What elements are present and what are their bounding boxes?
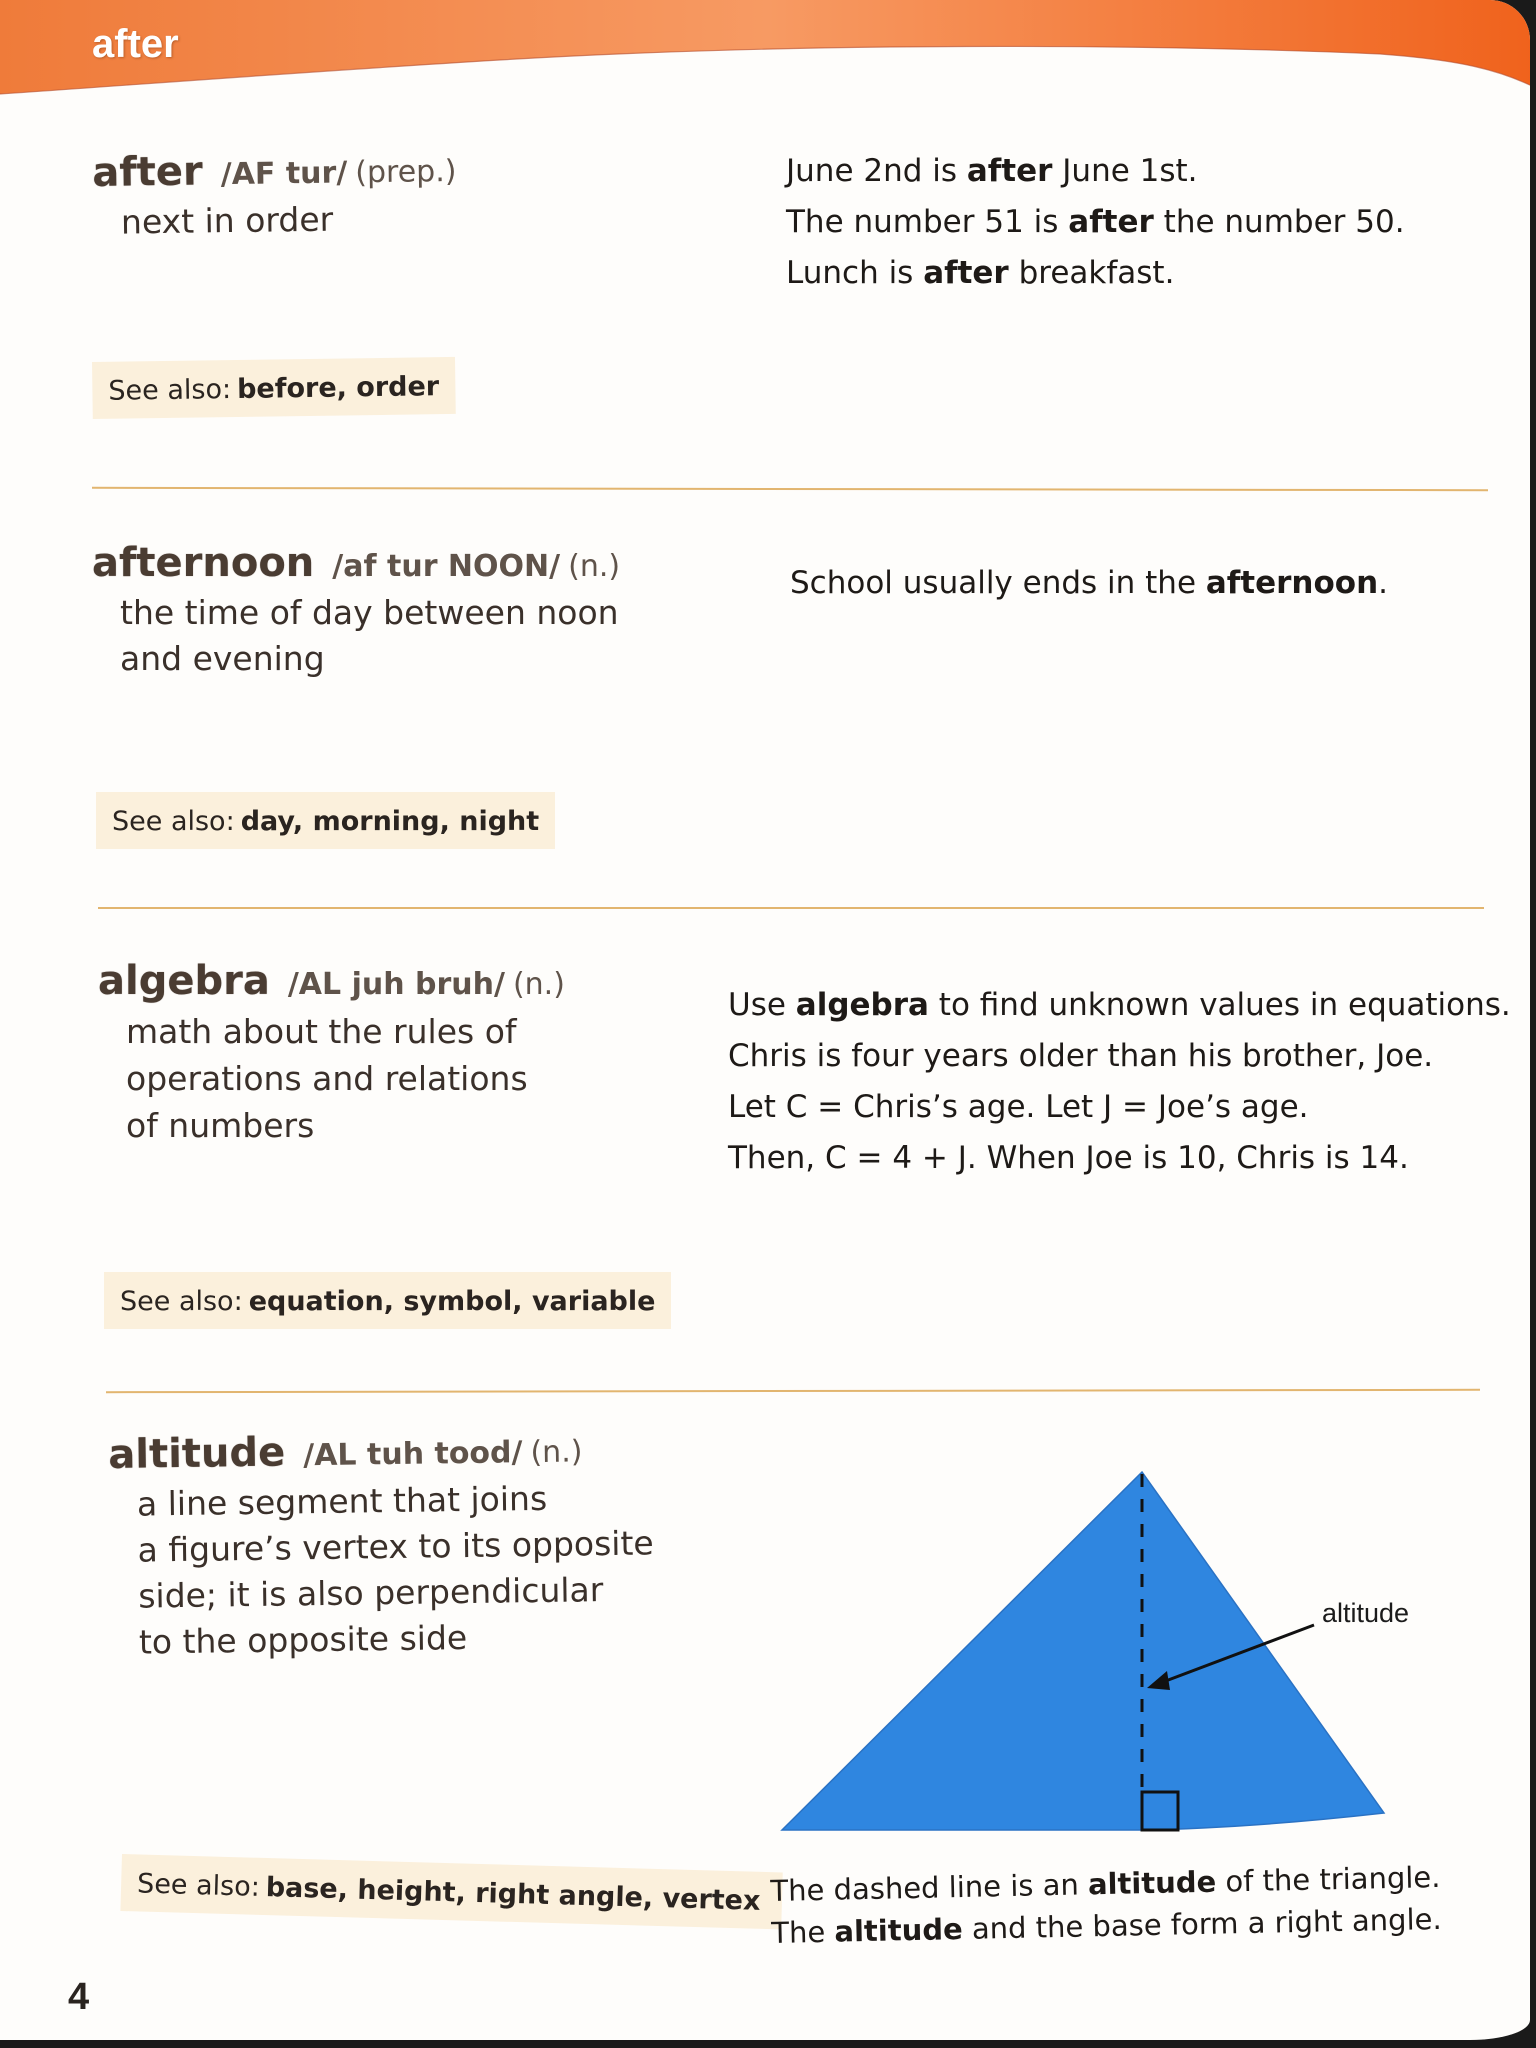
term-heading: [92, 145, 457, 196]
altitude-triangle-diagram: [770, 1460, 1410, 1840]
definition-line: side; it is also perpendicular: [138, 1570, 604, 1616]
divider-line: [106, 1389, 1480, 1393]
definition: [120, 590, 620, 682]
header-band: [0, 0, 1530, 110]
see-also-label: See also:: [108, 374, 232, 407]
entry-afternoon: [92, 540, 620, 682]
term-word: algebra: [98, 958, 270, 1004]
divider-line: [92, 487, 1488, 491]
part-of-speech: (n.): [530, 1434, 583, 1471]
example-line: Let C = Chris’s age. Let J = Joe’s age.: [728, 1089, 1309, 1125]
term-word: altitude: [108, 1429, 286, 1478]
see-also-box: [104, 1272, 671, 1329]
pronunciation: /AL tuh tood/: [303, 1435, 523, 1474]
definition-line: a line segment that joins: [136, 1478, 548, 1524]
definition-line: a figure’s vertex to its opposite: [137, 1523, 654, 1570]
see-also-terms: before, order: [236, 371, 440, 405]
header-wave-shape: [0, 0, 1530, 110]
see-also-label: See also:: [136, 1868, 261, 1903]
entry-algebra: [98, 958, 565, 1149]
caption-line: The dashed line is an altitude of the triangle.: [770, 1859, 1441, 1908]
example-line: Then, C = 4 + J. When Joe is 10, Chris is 14.: [728, 1140, 1409, 1176]
diagram-label-altitude: altitude: [1322, 1598, 1410, 1628]
example-sentences: [786, 146, 1405, 299]
example-line: School usually ends in the afternoon.: [790, 565, 1389, 601]
diagram-caption: [770, 1856, 1442, 1954]
definition-line: the time of day between noon: [120, 593, 619, 632]
definition-line: math about the rules of: [126, 1012, 517, 1051]
page-number: 4: [68, 1976, 90, 2018]
term-word: afternoon: [92, 540, 315, 586]
see-also-box: [96, 792, 555, 849]
pronunciation: /AL juh bruh/: [287, 967, 505, 1002]
definition: [121, 195, 458, 246]
pronunciation: /af tur NOON/: [332, 549, 561, 584]
term-heading: [98, 958, 565, 1004]
see-also-terms: base, height, right angle, vertex: [265, 1872, 761, 1917]
definition-line: and evening: [120, 639, 325, 678]
example-sentences: [790, 558, 1388, 609]
definition: [137, 1474, 656, 1665]
page-header-title: after: [92, 22, 179, 66]
example-line: June 2nd is after June 1st.: [786, 153, 1198, 189]
entry-altitude: [108, 1424, 655, 1666]
see-also-terms: day, morning, night: [240, 806, 540, 837]
definition-line: of numbers: [126, 1106, 315, 1145]
definition: [126, 1008, 565, 1149]
caption-line: The altitude and the base form a right angle.: [770, 1901, 1442, 1950]
term-heading: [108, 1424, 653, 1478]
example-line: Chris is four years older than his brother, Joe.: [728, 1038, 1434, 1074]
term-heading: [92, 540, 620, 586]
see-also-label: See also:: [112, 806, 235, 837]
example-sentences: [728, 980, 1511, 1184]
example-line: Use algebra to find unknown values in equations.: [728, 987, 1511, 1023]
see-also-terms: equation, symbol, variable: [248, 1286, 656, 1317]
example-line: The number 51 is after the number 50.: [786, 204, 1405, 240]
part-of-speech: (prep.): [355, 153, 457, 191]
see-also-box: [120, 1854, 783, 1929]
pronunciation: /AF tur/: [220, 155, 348, 193]
definition-line: next in order: [120, 199, 334, 242]
divider-line: [98, 907, 1484, 909]
part-of-speech: (n.): [512, 967, 565, 1002]
see-also-label: See also:: [120, 1286, 243, 1317]
definition-line: to the opposite side: [138, 1618, 468, 1662]
term-word: after: [92, 148, 204, 196]
part-of-speech: (n.): [568, 549, 621, 584]
entry-after: [92, 145, 457, 246]
definition-line: operations and relations: [126, 1059, 528, 1098]
example-line: Lunch is after breakfast.: [786, 255, 1175, 291]
see-also-box: [92, 357, 455, 419]
triangle-shape: [782, 1472, 1384, 1830]
